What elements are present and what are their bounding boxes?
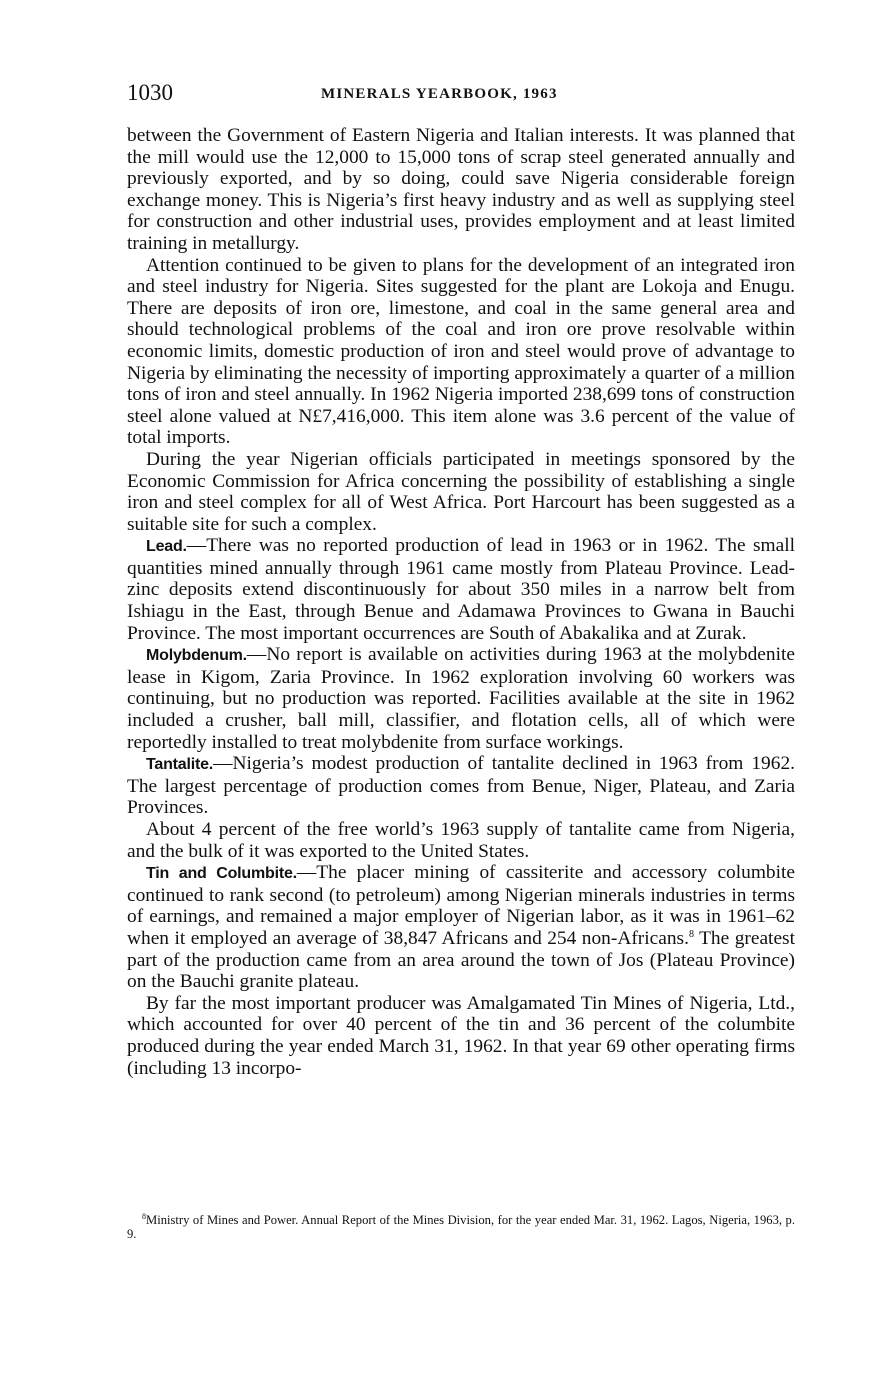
footnote-reference: 8 xyxy=(688,928,694,940)
paragraph-tantalite xyxy=(127,753,795,819)
body-text xyxy=(127,125,795,1079)
molybdenum-heading: Molybdenum. xyxy=(146,647,247,665)
paragraph-economic-commission: During the year Nigerian officials participated in meetings sponsored by the Economic Commission for Africa concerning the possibility of establishing a single iron and steel complex for all of West Africa. Port Harcourt has been suggested as a suitable site for such a complex. xyxy=(127,448,795,535)
tin-columbite-text: —The placer mining of cassiterite and accessory columbite continued to rank second (to petroleum) among Nigerian minerals industries in terms of earnings, and remained a major employer of Nigerian labor, as it was in 1961–62 when it employed an average of 38,847 Africans and 254 non-Africans. xyxy=(127,862,795,949)
footnote-text: Ministry of Mines and Power. Annual Report of the Mines Division, for the year ended Mar. 31, 1962. Lagos, Nigeria, 1963, p. 9. xyxy=(127,1213,795,1241)
running-head: MINERALS YEARBOOK, 1963 xyxy=(321,86,558,102)
paragraph-tin-columbite xyxy=(127,862,795,993)
paragraph-iron-steel-industry: Attention continued to be given to plans for the development of an integrated iron and steel industry for Nigeria. Sites suggested for the plant are Lokoja and Enugu. There are deposits of iron ore, limestone, and coal in the same general area and should technological problems of the coal and iron ore prove resolvable within economic limits, domestic production of iron and steel would prove of advantage to Nigeria by eliminating the necessity of importing approximately a quarter of a million tons of iron and steel annually. In 1962 Nigeria imported 238,699 tons of construction steel alone valued at N£7,416,000. This item alone was 3.6 percent of the value of total imports. xyxy=(127,254,795,449)
paragraph-molybdenum xyxy=(127,644,795,753)
molybdenum-text: —No report is available on activities during 1963 at the molybdenite lease in Kigom, Zaria Province. In 1962 exploration involving 60 workers was continuing, but no production was reported. Facilities available at the site in 1962 included a crusher, ball mill, classifier, and flotation cells, all of which were reportedly installed to treat molybdenite from surface workings. xyxy=(127,644,795,753)
paragraph-amalgamated-tin-mines: By far the most important producer was Amalgamated Tin Mines of Nigeria, Ltd., which accounted for over 40 percent of the tin and 36 percent of the columbite produced during the year ended March 31, 1962. In that year 69 other operating firms (including 13 incorpo- xyxy=(127,992,795,1079)
paragraph-steel-mill: between the Government of Eastern Nigeria and Italian interests. It was planned that the mill would use the 12,000 to 15,000 tons of scrap steel generated annually and previously exported, and by so doing, could save Nigeria considerable foreign exchange money. This is Nigeria’s first heavy industry and as well as supplying steel for construction and other industrial uses, provides employment and at least limited training in metallurgy. xyxy=(127,125,795,254)
page-number: 1030 xyxy=(127,80,173,105)
tin-columbite-heading: Tin and Columbite. xyxy=(146,865,297,883)
tantalite-text: —Nigeria’s modest production of tantalite declined in 1963 from 1962. The largest percentage of production comes from Benue, Niger, Plateau, and Zaria Provinces. xyxy=(127,753,795,819)
footnote xyxy=(127,1213,795,1241)
tantalite-heading: Tantalite. xyxy=(146,756,214,774)
page-header xyxy=(127,78,795,108)
lead-heading: Lead. xyxy=(146,538,187,556)
paragraph-tantalite-supply: About 4 percent of the free world’s 1963 supply of tantalite came from Nigeria, and the bulk of it was exported to the United States. xyxy=(127,819,795,862)
footnote-marker: 8 xyxy=(142,1212,146,1221)
tin-columbite-text-continued: The greatest part of the production came from an area around the town of Jos (Plateau Province) on the Bauchi granite plateau. xyxy=(127,927,795,993)
lead-text: —There was no reported production of lead in 1963 or in 1962. The small quantities mined annually through 1961 came mostly from Plateau Province. Lead-zinc deposits extend discontinuously for about 350 miles in a narrow belt from Ishiagu in the East, through Benue and Adamawa Provinces to Gwana in Bauchi Province. The most important occurrences are South of Abakalika and at Zurak. xyxy=(127,535,795,644)
paragraph-lead xyxy=(127,535,795,644)
